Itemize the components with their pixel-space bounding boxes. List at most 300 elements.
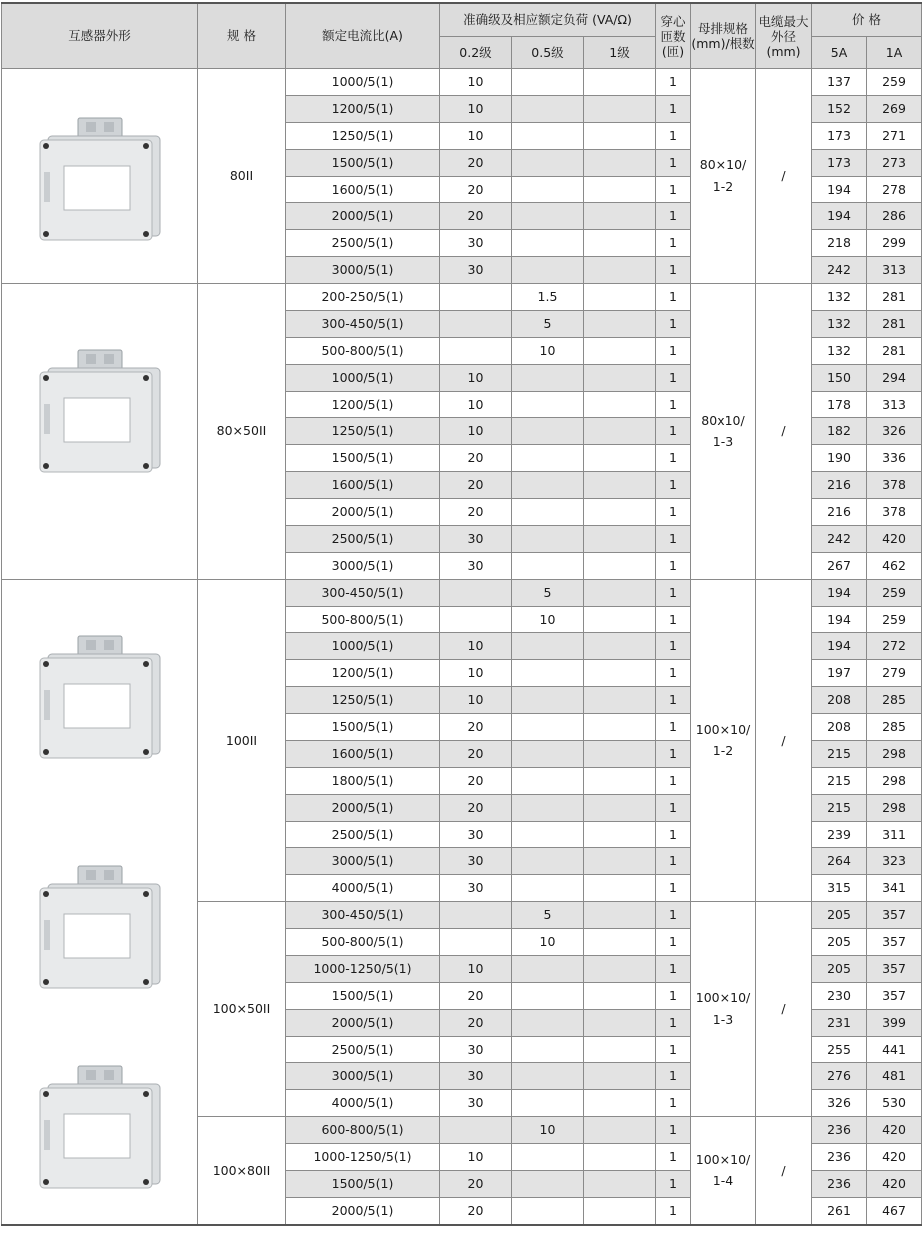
accuracy-02-cell: 20 [440,203,512,230]
turns-cell: 1 [656,310,691,337]
ratio-cell: 500-800/5(1) [286,337,440,364]
price-1a-cell: 281 [867,310,922,337]
accuracy-02-cell: 20 [440,499,512,526]
accuracy-02-cell: 20 [440,982,512,1009]
turns-cell: 1 [656,821,691,848]
accuracy-1-cell [584,982,656,1009]
turns-cell: 1 [656,284,691,311]
price-5a-cell: 205 [812,902,867,929]
price-1a-cell: 259 [867,579,922,606]
accuracy-05-cell [512,95,584,122]
price-5a-cell: 194 [812,203,867,230]
cable-cell: / [756,284,812,580]
price-5a-cell: 132 [812,337,867,364]
accuracy-05-cell [512,1063,584,1090]
accuracy-05-cell [512,875,584,902]
accuracy-1-cell [584,1090,656,1117]
price-5a-cell: 215 [812,794,867,821]
turns-cell: 1 [656,1090,691,1117]
price-5a-cell: 255 [812,1036,867,1063]
accuracy-1-cell [584,606,656,633]
price-1a-cell: 399 [867,1009,922,1036]
busbar-line2: 1-3 [712,434,734,450]
ratio-cell: 2500/5(1) [286,230,440,257]
price-1a-cell: 357 [867,982,922,1009]
accuracy-02-cell: 20 [440,149,512,176]
cable-cell: / [756,1117,812,1225]
turns-cell: 1 [656,95,691,122]
accuracy-1-cell [584,1144,656,1171]
turns-cell: 1 [656,955,691,982]
ratio-cell: 3000/5(1) [286,848,440,875]
accuracy-1-cell [584,1036,656,1063]
spec-cell: 100II [198,579,286,902]
col-header-spec: 规 格 [198,3,286,69]
accuracy-05-cell [512,821,584,848]
price-1a-cell: 285 [867,687,922,714]
turns-cell: 1 [656,203,691,230]
busbar-line2: 1-3 [712,1012,734,1028]
accuracy-02-cell: 30 [440,875,512,902]
price-1a-cell: 530 [867,1090,922,1117]
price-1a-cell: 357 [867,929,922,956]
accuracy-02-cell: 20 [440,472,512,499]
price-5a-cell: 315 [812,875,867,902]
accuracy-05-cell [512,525,584,552]
accuracy-05-cell [512,552,584,579]
price-1a-cell: 378 [867,472,922,499]
ratio-cell: 2500/5(1) [286,525,440,552]
busbar-line2: 1-4 [712,1173,734,1189]
ratio-cell: 2000/5(1) [286,794,440,821]
accuracy-1-cell [584,875,656,902]
price-5a-cell: 197 [812,660,867,687]
table-header [2,3,922,69]
accuracy-02-cell: 10 [440,364,512,391]
busbar-line1: 80×10/ [699,157,747,173]
accuracy-1-cell [584,230,656,257]
price-5a-cell: 137 [812,69,867,96]
ratio-cell: 3000/5(1) [286,257,440,284]
ratio-cell: 200-250/5(1) [286,284,440,311]
accuracy-02-cell: 20 [440,445,512,472]
busbar-line1: 100×10/ [695,1151,751,1167]
accuracy-05-cell [512,69,584,96]
accuracy-05-cell [512,1090,584,1117]
price-5a-cell: 205 [812,929,867,956]
accuracy-1-cell [584,337,656,364]
price-5a-cell: 231 [812,1009,867,1036]
turns-cell: 1 [656,364,691,391]
price-1a-cell: 336 [867,445,922,472]
accuracy-05-cell [512,149,584,176]
price-1a-cell: 323 [867,848,922,875]
accuracy-02-cell: 30 [440,230,512,257]
price-1a-cell: 326 [867,418,922,445]
cable-cell: / [756,579,812,902]
price-5a-cell: 230 [812,982,867,1009]
ratio-cell: 1800/5(1) [286,767,440,794]
price-5a-cell: 205 [812,955,867,982]
price-1a-cell: 271 [867,122,922,149]
accuracy-02-cell: 20 [440,767,512,794]
accuracy-1-cell [584,552,656,579]
price-1a-cell: 286 [867,203,922,230]
accuracy-1-cell [584,848,656,875]
price-5a-cell: 236 [812,1144,867,1171]
ratio-cell: 1250/5(1) [286,122,440,149]
transformer-photo-icon [30,1058,170,1198]
accuracy-05-cell: 5 [512,902,584,929]
accuracy-02-cell [440,337,512,364]
accuracy-05-cell: 5 [512,579,584,606]
transformer-photo-icon [30,342,170,482]
accuracy-05-cell [512,203,584,230]
ratio-cell: 1500/5(1) [286,982,440,1009]
ratio-cell: 300-450/5(1) [286,579,440,606]
accuracy-02-cell: 30 [440,1063,512,1090]
turns-cell: 1 [656,848,691,875]
accuracy-05-cell [512,633,584,660]
ratio-cell: 300-450/5(1) [286,310,440,337]
accuracy-05-cell [512,176,584,203]
price-1a-cell: 311 [867,821,922,848]
turns-cell: 1 [656,1036,691,1063]
turns-cell: 1 [656,149,691,176]
turns-cell: 1 [656,499,691,526]
accuracy-02-cell: 10 [440,69,512,96]
accuracy-1-cell [584,122,656,149]
accuracy-02-cell: 10 [440,687,512,714]
accuracy-1-cell [584,821,656,848]
turns-cell: 1 [656,633,691,660]
accuracy-05-cell [512,955,584,982]
price-1a-cell: 269 [867,95,922,122]
accuracy-02-cell: 30 [440,1090,512,1117]
price-5a-cell: 173 [812,149,867,176]
accuracy-02-cell: 10 [440,955,512,982]
transformer-photo-icon [30,110,170,250]
price-5a-cell: 236 [812,1117,867,1144]
price-5a-cell: 267 [812,552,867,579]
accuracy-1-cell [584,499,656,526]
turns-cell: 1 [656,1170,691,1197]
accuracy-1-cell [584,176,656,203]
busbar-line2: 1-2 [712,179,734,194]
ratio-cell: 1000/5(1) [286,69,440,96]
price-1a-cell: 298 [867,767,922,794]
price-1a-cell: 279 [867,660,922,687]
accuracy-1-cell [584,525,656,552]
accuracy-05-cell: 10 [512,606,584,633]
price-1a-cell: 420 [867,1117,922,1144]
price-1a-cell: 357 [867,955,922,982]
col-header-acc-05: 0.5级 [512,37,584,69]
accuracy-02-cell: 30 [440,552,512,579]
accuracy-1-cell [584,929,656,956]
accuracy-05-cell [512,1009,584,1036]
price-1a-cell: 441 [867,1036,922,1063]
accuracy-02-cell: 30 [440,848,512,875]
price-5a-cell: 208 [812,714,867,741]
accuracy-1-cell [584,687,656,714]
accuracy-05-cell: 1.5 [512,284,584,311]
accuracy-02-cell: 10 [440,1144,512,1171]
col-header-price: 价 格 [812,3,922,37]
accuracy-1-cell [584,418,656,445]
ratio-cell: 1000-1250/5(1) [286,955,440,982]
ratio-cell: 600-800/5(1) [286,1117,440,1144]
accuracy-02-cell: 20 [440,176,512,203]
col-header-price-5a: 5A [812,37,867,69]
ratio-cell: 3000/5(1) [286,552,440,579]
accuracy-05-cell: 10 [512,1117,584,1144]
accuracy-05-cell [512,391,584,418]
ratio-cell: 1000/5(1) [286,633,440,660]
accuracy-05-cell [512,499,584,526]
accuracy-02-cell: 10 [440,95,512,122]
accuracy-05-cell [512,1144,584,1171]
ratio-cell: 500-800/5(1) [286,606,440,633]
price-5a-cell: 150 [812,364,867,391]
price-1a-cell: 281 [867,284,922,311]
busbar-cell [691,579,756,902]
accuracy-05-cell [512,1170,584,1197]
price-1a-cell: 420 [867,525,922,552]
busbar-line1: 100×10/ [695,990,751,1006]
turns-cell: 1 [656,740,691,767]
accuracy-05-cell [512,767,584,794]
ratio-cell: 2500/5(1) [286,821,440,848]
price-1a-cell: 481 [867,1063,922,1090]
price-5a-cell: 264 [812,848,867,875]
col-header-price-1a: 1A [867,37,922,69]
price-1a-cell: 299 [867,230,922,257]
spec-cell: 80×50II [198,284,286,580]
ratio-cell: 500-800/5(1) [286,929,440,956]
price-5a-cell: 194 [812,633,867,660]
price-5a-cell: 239 [812,821,867,848]
accuracy-02-cell: 10 [440,633,512,660]
accuracy-1-cell [584,364,656,391]
price-5a-cell: 326 [812,1090,867,1117]
ratio-cell: 2000/5(1) [286,499,440,526]
turns-cell: 1 [656,552,691,579]
accuracy-1-cell [584,445,656,472]
accuracy-1-cell [584,284,656,311]
transformer-photo-icon [30,858,170,998]
turns-cell: 1 [656,1117,691,1144]
ratio-cell: 2000/5(1) [286,203,440,230]
turns-cell: 1 [656,337,691,364]
accuracy-05-cell [512,714,584,741]
turns-cell: 1 [656,176,691,203]
price-5a-cell: 194 [812,579,867,606]
price-5a-cell: 218 [812,230,867,257]
accuracy-1-cell [584,257,656,284]
accuracy-05-cell [512,122,584,149]
busbar-line2: 1-2 [712,743,734,759]
ratio-cell: 1500/5(1) [286,1170,440,1197]
accuracy-02-cell: 20 [440,714,512,741]
price-5a-cell: 216 [812,499,867,526]
turns-cell: 1 [656,767,691,794]
accuracy-05-cell [512,445,584,472]
price-1a-cell: 298 [867,740,922,767]
turns-cell: 1 [656,714,691,741]
accuracy-02-cell: 30 [440,525,512,552]
accuracy-1-cell [584,1197,656,1224]
col-header-accuracy: 准确级及相应额定负荷 (VA/Ω) [440,3,656,37]
accuracy-02-cell: 20 [440,794,512,821]
accuracy-02-cell: 20 [440,1197,512,1224]
accuracy-02-cell [440,579,512,606]
turns-cell: 1 [656,391,691,418]
price-1a-cell: 420 [867,1144,922,1171]
price-1a-cell: 273 [867,149,922,176]
accuracy-02-cell: 30 [440,821,512,848]
ratio-cell: 2500/5(1) [286,1036,440,1063]
price-5a-cell: 152 [812,95,867,122]
accuracy-05-cell [512,687,584,714]
accuracy-1-cell [584,203,656,230]
col-header-cable: 电缆最大外径(mm) [756,3,812,69]
price-5a-cell: 215 [812,767,867,794]
col-header-acc-02: 0.2级 [440,37,512,69]
accuracy-02-cell: 20 [440,1009,512,1036]
accuracy-1-cell [584,955,656,982]
accuracy-1-cell [584,472,656,499]
turns-cell: 1 [656,1197,691,1224]
ratio-cell: 2000/5(1) [286,1009,440,1036]
ratio-cell: 1250/5(1) [286,687,440,714]
busbar-line1: 80x10/ [701,412,745,428]
accuracy-1-cell [584,579,656,606]
turns-cell: 1 [656,606,691,633]
turns-cell: 1 [656,1009,691,1036]
accuracy-02-cell [440,929,512,956]
price-5a-cell: 242 [812,525,867,552]
accuracy-02-cell: 10 [440,391,512,418]
ratio-cell: 300-450/5(1) [286,902,440,929]
price-1a-cell: 462 [867,552,922,579]
table-row [2,69,922,96]
price-1a-cell: 341 [867,875,922,902]
accuracy-1-cell [584,69,656,96]
accuracy-02-cell: 10 [440,122,512,149]
spec-cell: 80II [198,69,286,284]
spec-cell: 100×80II [198,1117,286,1225]
price-5a-cell: 208 [812,687,867,714]
accuracy-02-cell: 10 [440,660,512,687]
ratio-cell: 2000/5(1) [286,1197,440,1224]
accuracy-1-cell [584,714,656,741]
accuracy-05-cell [512,1197,584,1224]
turns-cell: 1 [656,525,691,552]
accuracy-02-cell: 20 [440,1170,512,1197]
turns-cell: 1 [656,418,691,445]
ratio-cell: 1200/5(1) [286,391,440,418]
price-1a-cell: 313 [867,257,922,284]
turns-cell: 1 [656,579,691,606]
price-1a-cell: 294 [867,364,922,391]
turns-cell: 1 [656,230,691,257]
price-1a-cell: 357 [867,902,922,929]
price-5a-cell: 216 [812,472,867,499]
col-header-busbar: 母排规格(mm)/根数 [691,3,756,69]
accuracy-1-cell [584,660,656,687]
turns-cell: 1 [656,122,691,149]
col-header-turns: 穿心匝数(匝) [656,3,691,69]
price-1a-cell: 281 [867,337,922,364]
accuracy-05-cell [512,257,584,284]
col-header-acc-1: 1级 [584,37,656,69]
table-row [2,284,922,311]
ratio-cell: 1200/5(1) [286,95,440,122]
ratio-cell: 1500/5(1) [286,445,440,472]
price-5a-cell: 261 [812,1197,867,1224]
accuracy-1-cell [584,902,656,929]
turns-cell: 1 [656,687,691,714]
accuracy-05-cell [512,418,584,445]
turns-cell: 1 [656,472,691,499]
price-1a-cell: 298 [867,794,922,821]
table-row [2,579,922,606]
turns-cell: 1 [656,982,691,1009]
accuracy-1-cell [584,1170,656,1197]
ratio-cell: 1500/5(1) [286,149,440,176]
price-1a-cell: 378 [867,499,922,526]
accuracy-02-cell [440,284,512,311]
accuracy-02-cell: 10 [440,418,512,445]
col-header-shape: 互感器外形 [2,3,198,69]
price-1a-cell: 420 [867,1170,922,1197]
accuracy-05-cell: 10 [512,929,584,956]
turns-cell: 1 [656,257,691,284]
accuracy-1-cell [584,767,656,794]
accuracy-05-cell [512,660,584,687]
accuracy-1-cell [584,95,656,122]
price-5a-cell: 132 [812,310,867,337]
accuracy-1-cell [584,391,656,418]
accuracy-05-cell [512,230,584,257]
busbar-cell [691,284,756,580]
ratio-cell: 4000/5(1) [286,1090,440,1117]
busbar-cell [691,902,756,1117]
accuracy-05-cell [512,472,584,499]
ratio-cell: 1600/5(1) [286,176,440,203]
accuracy-02-cell [440,902,512,929]
accuracy-05-cell [512,848,584,875]
accuracy-1-cell [584,310,656,337]
turns-cell: 1 [656,69,691,96]
price-5a-cell: 194 [812,176,867,203]
busbar-cell [691,1117,756,1225]
price-1a-cell: 278 [867,176,922,203]
price-5a-cell: 236 [812,1170,867,1197]
price-5a-cell: 178 [812,391,867,418]
ratio-cell: 1000/5(1) [286,364,440,391]
ratio-cell: 1600/5(1) [286,740,440,767]
ratio-cell: 1200/5(1) [286,660,440,687]
accuracy-05-cell [512,1036,584,1063]
price-5a-cell: 173 [812,122,867,149]
accuracy-02-cell: 30 [440,257,512,284]
turns-cell: 1 [656,794,691,821]
price-5a-cell: 194 [812,606,867,633]
cable-cell: / [756,902,812,1117]
ratio-cell: 4000/5(1) [286,875,440,902]
